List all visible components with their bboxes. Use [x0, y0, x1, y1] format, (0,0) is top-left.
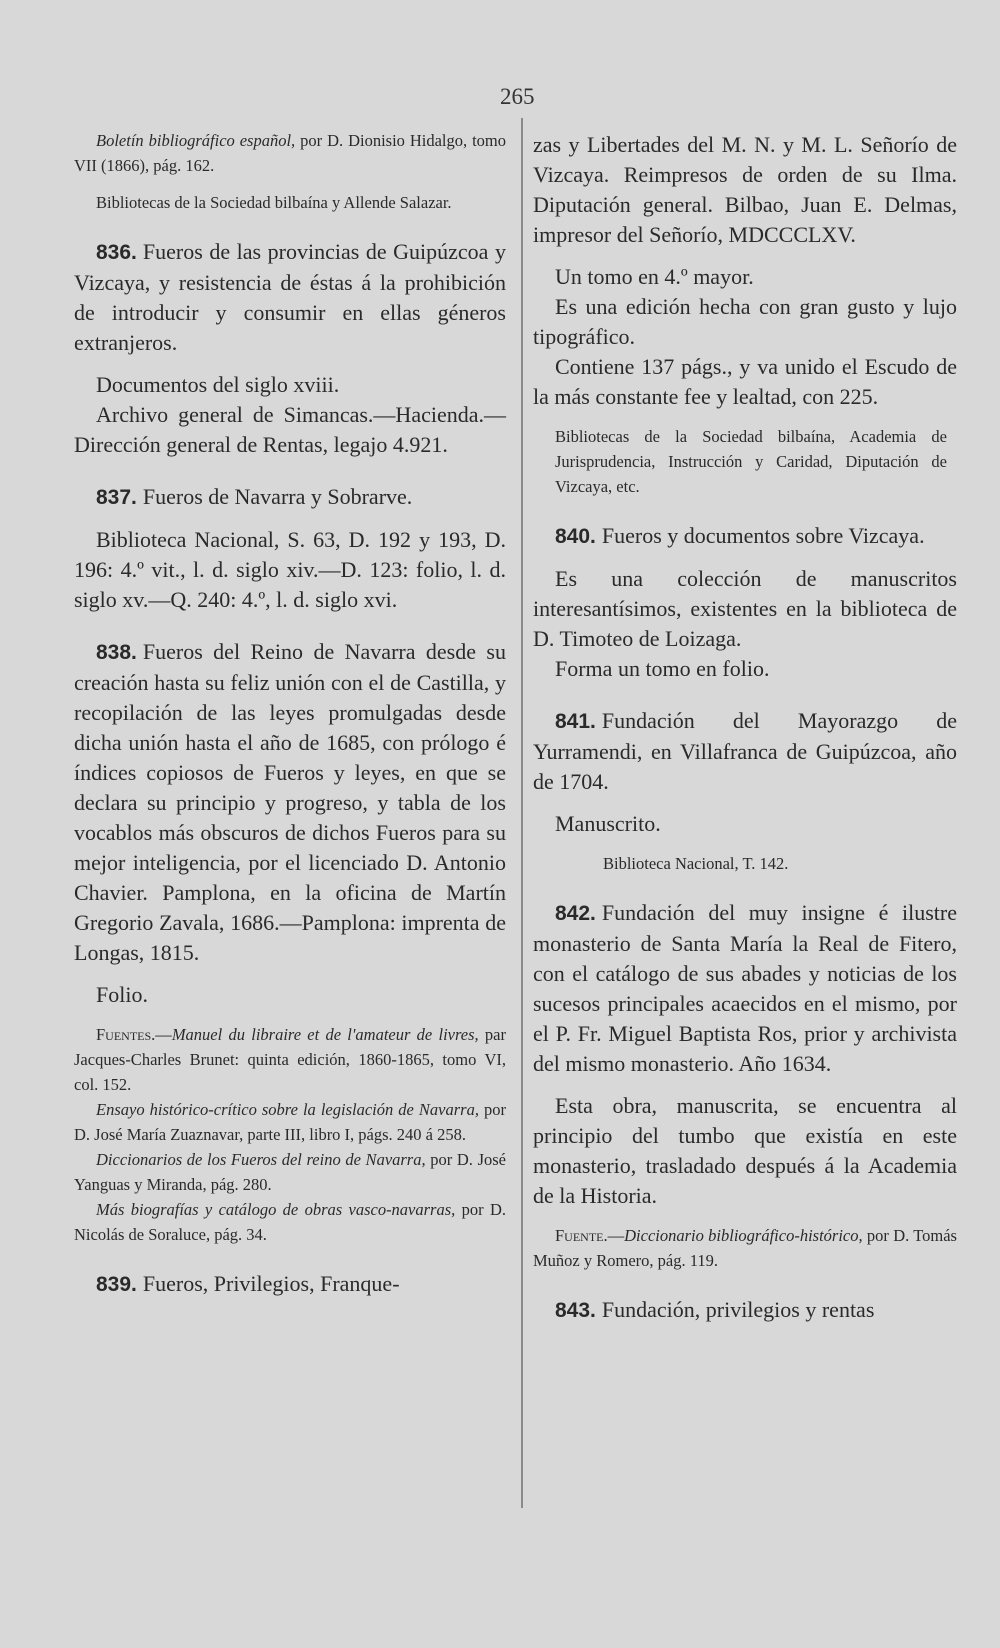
entry-number: 838.: [96, 641, 137, 664]
entry-839-note-1: Un tomo en 4.º mayor.: [555, 264, 754, 289]
right-column: [533, 130, 957, 1326]
entry-title: Fundación del muy insigne é ilustre monasterio de Santa María la Real de Fitero, con el catálogo de sus abades y noticias de los sucesos principales acaecidos en el mismo, por el P. Fr. Miguel Baptista Ros, prior y archivista del mismo monasterio. Año 1634.: [533, 900, 957, 1076]
entry-837-note-1: Biblioteca Nacional, S. 63, D. 192 y 193, D. 196: 4.º vit., l. d. siglo xiv.—D. 123: folio, l. d. siglo xv.—Q. 240: 4.º, l. d. siglo xvi.: [74, 527, 506, 612]
reference-boletin: [74, 128, 506, 178]
entry-839: [74, 1269, 506, 1300]
entry-title: Fundación del Mayorazgo de Yurramendi, en Villafranca de Guipúzcoa, año de 1704.: [533, 708, 957, 794]
entry-title: Fundación, privilegios y rentas: [601, 1297, 875, 1322]
sources-4: [74, 1197, 506, 1247]
entry-836: [74, 237, 506, 358]
source-details: par Jacques-Charles Brunet: quinta edición, 1860-1865, tomo VI, col. 152.: [74, 1025, 506, 1094]
column-divider: [521, 118, 523, 1508]
source-title: Diccionario bibliográfico-histórico,: [624, 1226, 863, 1245]
entry-title: Fueros de las provincias de Guipúzcoa y Vizcaya, y resistencia de éstas á la prohibición de introducir y consumir en ellas géneros extranjeros.: [74, 239, 506, 355]
left-column: [74, 128, 506, 1300]
entry-839-note-2: Es una edición hecha con gran gusto y lujo tipográfico.: [533, 294, 957, 349]
entry-number: 836.: [96, 241, 137, 264]
entry-840-note-1: Es una colección de manuscritos interesantísimos, existentes en la biblioteca de D. Timoteo de Loizaga.: [533, 566, 957, 651]
page-number: 265: [500, 84, 535, 109]
entry-840: [533, 521, 957, 552]
reference-details: por D. Dionisio Hidalgo, tomo VII (1866), pág. 162.: [74, 131, 507, 175]
entry-836-note-2: Archivo general de Simancas.—Hacienda.—Dirección general de Rentas, legajo 4.921.: [74, 402, 506, 457]
sources-3: [74, 1147, 506, 1197]
source-details: por D. Tomás Muñoz y Romero, pág. 119.: [533, 1226, 957, 1270]
entry-843: [533, 1295, 957, 1326]
entry-838: [74, 637, 506, 968]
entry-number: 841.: [555, 710, 596, 733]
entry-841-library: Biblioteca Nacional, T. 142.: [603, 854, 789, 873]
entry-839-note-3: Contiene 137 págs., y va unido el Escudo de la más constante fee y lealtad, con 225.: [533, 354, 957, 409]
entry-842-source: [533, 1223, 957, 1273]
library-note: Bibliotecas de la Sociedad bilbaína y Allende Salazar.: [96, 193, 452, 212]
entry-title: Fueros y documentos sobre Vizcaya.: [601, 523, 925, 548]
entry-title: Fueros, Privilegios, Franque-: [142, 1271, 400, 1296]
entry-number: 839.: [96, 1273, 137, 1296]
entry-number: 842.: [555, 902, 596, 925]
entry-number: 843.: [555, 1299, 596, 1322]
sources-label: Fuentes.—: [96, 1025, 172, 1044]
source-title: Más biografías y catálogo de obras vasco-navarras,: [96, 1200, 456, 1219]
entry-number: 840.: [555, 525, 596, 548]
entry-839-libraries: Bibliotecas de la Sociedad bilbaína, Academia de Jurisprudencia, Instrucción y Caridad, Diputación de Vizcaya, etc.: [555, 427, 947, 496]
entry-840-note-2: Forma un tomo en folio.: [555, 656, 770, 681]
sources-2: [74, 1097, 506, 1147]
entry-841-note-1: Manuscrito.: [555, 811, 661, 836]
entry-836-note-1: Documentos del siglo xviii.: [96, 372, 340, 397]
source-title: Manuel du libraire et de l'amateur de livres,: [171, 1025, 479, 1044]
source-details: por D. José María Zuaznavar, parte III, libro I, págs. 240 á 258.: [74, 1100, 506, 1144]
sources-1: [74, 1022, 506, 1097]
source-details: por D. José Yanguas y Miranda, pág. 280.: [74, 1150, 506, 1194]
entry-841: [533, 706, 957, 797]
entry-title: Fueros del Reino de Navarra desde su creación hasta su feliz unión con el de Castilla, y recopilación de las leyes promulgadas desde dicha unión hasta el año de 1685, con prólogo é índices copiosos de Fueros y leyes, en que se declara su principio y progreso, y tabla de los vocablos más obscuros de dichos Fueros para su mejor inteligencia, por el licenciado D. Antonio Chavier. Pamplona, en la oficina de Martín Gregorio Zavala, 1686.—Pamplona: imprenta de Longas, 1815.: [74, 639, 506, 965]
entry-title: Fueros de Navarra y Sobrarve.: [142, 484, 413, 509]
entry-838-format: Folio.: [96, 982, 148, 1007]
entry-839-continued: zas y Libertades del M. N. y M. L. Señorío de Vizcaya. Reimpresos de orden de su Ilma. Diputación general. Bilbao, Juan E. Delmas, impresor del Señorío, MDCCCLXV.: [533, 132, 957, 247]
entry-number: 837.: [96, 486, 137, 509]
entry-842: [533, 898, 957, 1079]
entry-842-note-1: Esta obra, manuscrita, se encuentra al principio del tumbo que existía en este monasterio, trasladado después á la Academia de la Historia.: [533, 1093, 957, 1208]
source-title: Diccionarios de los Fueros del reino de Navarra,: [96, 1150, 426, 1169]
entry-837: [74, 482, 506, 513]
reference-title: Boletín bibliográfico español,: [96, 131, 296, 150]
source-label: Fuente.—: [555, 1226, 625, 1245]
source-title: Ensayo histórico-crítico sobre la legislación de Navarra,: [96, 1100, 479, 1119]
source-details: por D. Nicolás de Soraluce, pág. 34.: [74, 1200, 506, 1244]
